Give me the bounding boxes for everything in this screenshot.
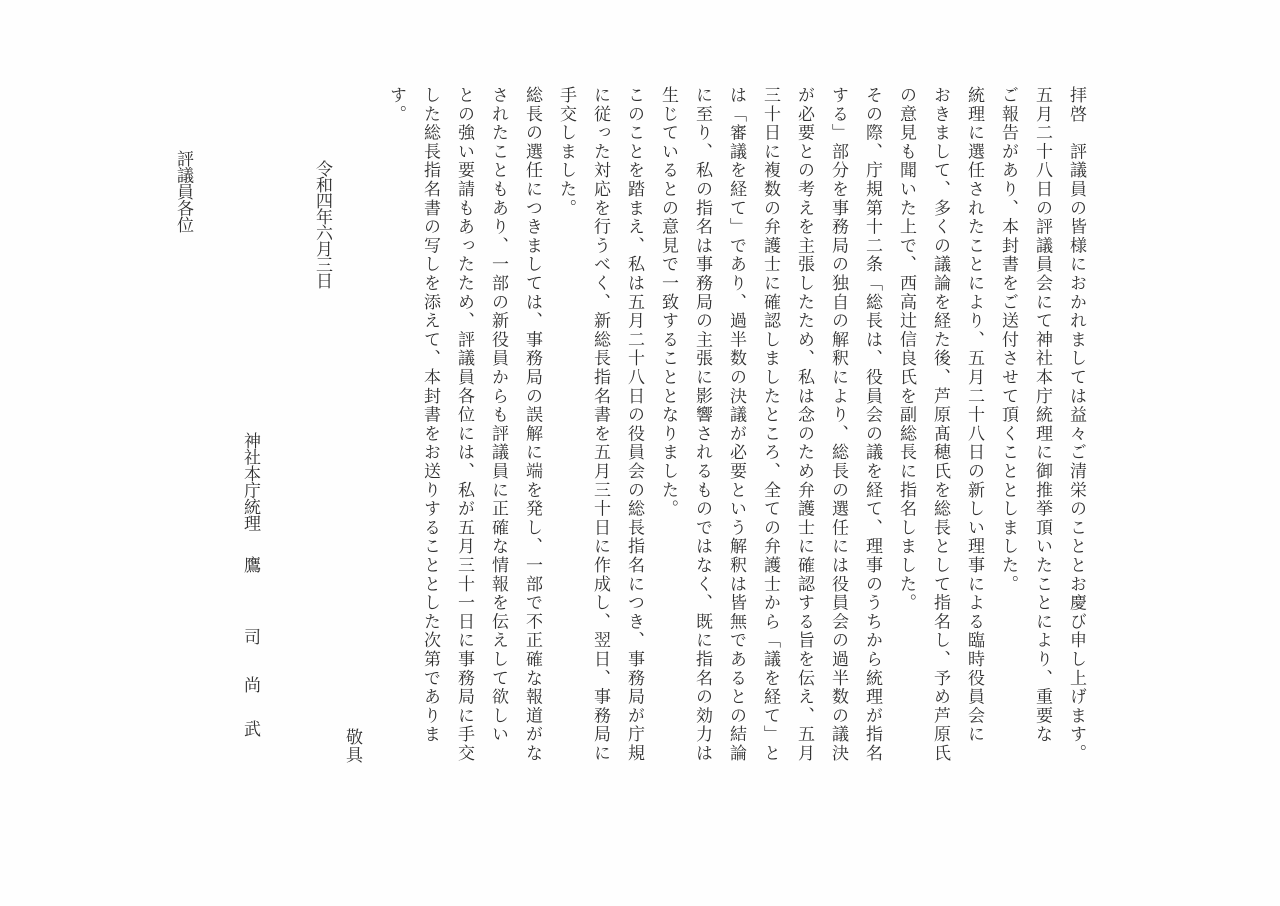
body-line: に至り、私の指名は事務局の主張に影響されるものではなく、既に指名の効力は	[692, 86, 712, 763]
body-line: おきまして、多くの議論を経た後、芦原髙穂氏を総長として指名し、予め芦原氏	[930, 86, 950, 763]
sender-name-char: 鷹	[240, 556, 260, 573]
body-line: 五月二十八日の評議員会にて神社本庁統理に御推挙頂いたことにより、重要な	[1032, 86, 1052, 744]
body-line: 三十日に複数の弁護士に確認しましたところ、全ての弁護士から「議を経て」と	[760, 86, 780, 763]
body-line: 総長の選任につきましては、事務局の誤解に端を発し、一部で不正確な報道がな	[522, 86, 542, 763]
body-line: 拝啓 評議員の皆様におかれましては益々ご清栄のこととお慶び申し上げます。	[1066, 86, 1086, 763]
letter-body	[379, 86, 1093, 786]
body-line: する」部分を事務局の独自の解釈により、総長の選任には役員会の過半数の議決	[828, 86, 848, 763]
body-line: その際、庁規第十二条「総長は、役員会の議を経て、理事のうちから統理が指名	[862, 86, 882, 763]
body-line: は「審議を経て」であり、過半数の決議が必要という解釈は皆無であるとの結論	[726, 86, 746, 763]
sender-name-char: 尚	[240, 676, 260, 693]
body-line: 手交しました。	[556, 86, 576, 218]
body-line: との強い要請もあったため、評議員各位には、私が五月三十一日に事務局に手交	[454, 86, 474, 763]
body-line: の意見も聞いた上で、西高辻信良氏を副総長に指名しました。	[896, 86, 916, 613]
body-line: に従った対応を行うべく、新総長指名書を五月三十日に作成し、翌日、事務局に	[590, 86, 610, 763]
letter-date: 令和四年六月三日	[312, 160, 332, 288]
body-line: す。	[386, 86, 406, 124]
body-line: されたこともあり、一部の新役員からも評議員に正確な情報を伝えして欲しい	[488, 86, 508, 744]
body-line: このことを踏まえ、私は五月二十八日の役員会の総長指名につき、事務局が庁規	[624, 86, 644, 763]
closing-keigu: 敬具	[342, 728, 362, 764]
body-line: が必要との考えを主張したため、私は念のため弁護士に確認する旨を伝え、五月	[794, 86, 814, 763]
recipient: 評議員各位	[173, 150, 193, 233]
sender-name-char: 武	[240, 720, 260, 737]
sender-name-char: 司	[240, 628, 260, 645]
sender-organization: 神社本庁統理	[240, 432, 260, 531]
body-line: 統理に選任されたことにより、五月二十八日の新しい理事による臨時役員会に	[964, 86, 984, 744]
body-line: ご報告があり、本封書をご送付させて頂くこととしました。	[998, 86, 1018, 594]
body-line: した総長指名書の写しを添えて、本封書をお送りすることとした次第でありま	[420, 86, 440, 744]
body-line: 生じているとの意見で一致することとなりました。	[658, 86, 678, 519]
